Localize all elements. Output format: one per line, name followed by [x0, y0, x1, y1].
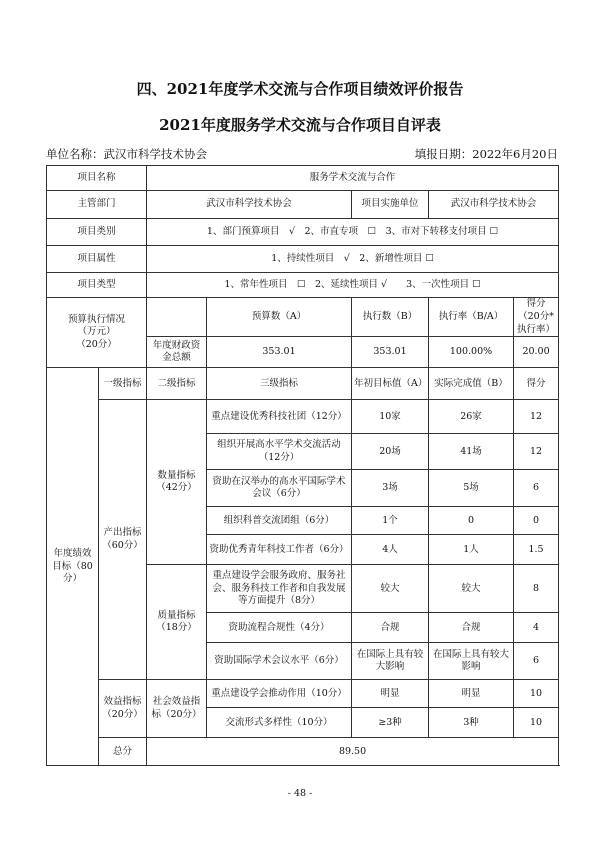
indicator-name: 组织科普交流团组（6分） — [207, 507, 352, 535]
indicator-name: 重点建设优秀科技社团（12分） — [207, 400, 352, 434]
report-date: 填报日期：2022年6月20日 — [414, 147, 558, 161]
header-score: 得分 — [514, 368, 559, 400]
indicator-score: 6 — [514, 643, 559, 680]
page-number: - 48 - — [287, 788, 313, 799]
indicator-target: 3场 — [352, 470, 429, 507]
indicator-target: 在国际上具有较大影响 — [352, 643, 429, 680]
indicator-actual: 1人 — [429, 535, 514, 565]
budget-label-line-3: （20分） — [76, 339, 117, 351]
indicator-name: 重点建设学会服务政府、服务社会、服务科技工作者和自我发展等方面提升（8分） — [207, 565, 352, 613]
indicator-target: 明显 — [352, 680, 429, 708]
value-implementing-unit: 武汉市科学技术协会 — [429, 191, 559, 219]
header-executed: 执行数（B） — [352, 298, 429, 337]
indicator-actual: 41场 — [429, 434, 514, 470]
score-header-line-2: （20分*执行率） — [517, 310, 556, 335]
indicator-name: 资助流程合规性（4分） — [207, 613, 352, 643]
indicator-name: 组织开展高水平学术交流活动（12分） — [207, 434, 352, 470]
indicator-actual: 较大 — [429, 565, 514, 613]
score-header-line-1: 得分 — [526, 298, 546, 309]
label-attribute: 项目属性 — [47, 246, 147, 273]
value-budget: 353.01 — [207, 337, 352, 368]
indicator-target: 4人 — [352, 535, 429, 565]
table-row — [47, 680, 559, 708]
indicator-score: 8 — [514, 565, 559, 613]
indicator-name: 交流形式多样性（10分） — [207, 708, 352, 738]
label-department: 主管部门 — [47, 191, 147, 219]
row-budget-header — [47, 298, 559, 337]
row-type — [47, 273, 559, 298]
indicator-score: 6 — [514, 470, 559, 507]
value-executed: 353.01 — [352, 337, 429, 368]
indicator-target: 合规 — [352, 613, 429, 643]
indicator-actual: 26家 — [429, 400, 514, 434]
indicator-score: 0 — [514, 507, 559, 535]
indicator-target: ≥3种 — [352, 708, 429, 738]
row-department — [47, 191, 559, 219]
indicator-actual: 合规 — [429, 613, 514, 643]
indicator-target: 较大 — [352, 565, 429, 613]
label-social-benefit-indicators: 社会效益指标（20分） — [147, 680, 207, 738]
indicator-score: 4 — [514, 613, 559, 643]
header-actual: 实际完成值（B） — [429, 368, 514, 400]
header-budget: 预算数（A） — [207, 298, 352, 337]
indicator-target: 1个 — [352, 507, 429, 535]
row-attribute — [47, 246, 559, 273]
row-perf-header — [47, 368, 559, 400]
budget-label-line-1: 预算执行情况 — [68, 313, 126, 325]
indicator-actual: 0 — [429, 507, 514, 535]
indicator-name: 重点建设学会推动作用（10分） — [207, 680, 352, 708]
header-level-1: 一级指标 — [99, 368, 147, 400]
value-category: 1、部门预算项目 √ 2、市直专项 ☐ 3、市对下转移支付项目 ☐ — [147, 219, 559, 246]
evaluation-table — [46, 165, 559, 766]
value-attribute: 1、持续性项目 √ 2、新增性项目 ☐ — [147, 246, 559, 273]
form-title: 2021年度服务学术交流与合作项目自评表 — [159, 116, 441, 134]
label-annual-targets: 年度绩效目标（80分） — [47, 368, 99, 766]
label-output-indicators: 产出指标（60分） — [99, 400, 147, 680]
value-project-name: 服务学术交流与合作 — [147, 166, 559, 191]
budget-label-line-2: （万元） — [77, 326, 116, 338]
header-exec-rate: 执行率（B/A） — [429, 298, 514, 337]
indicator-actual: 在国际上具有较大影响 — [429, 643, 514, 680]
row-project-name — [47, 166, 559, 191]
header-level-2: 二级指标 — [147, 368, 207, 400]
label-project-name: 项目名称 — [47, 166, 147, 191]
indicator-actual: 明显 — [429, 680, 514, 708]
form-header-line — [46, 146, 558, 162]
header-budget-score — [514, 298, 559, 337]
empty-cell — [147, 298, 207, 337]
indicator-target: 20场 — [352, 434, 429, 470]
label-quality-indicators: 质量指标（18分） — [147, 565, 207, 680]
indicator-score: 1.5 — [514, 535, 559, 565]
header-level-3: 三级指标 — [207, 368, 352, 400]
row-total — [47, 738, 559, 766]
label-category: 项目类别 — [47, 219, 147, 246]
label-annual-funds: 年度财政资金总额 — [147, 337, 207, 368]
indicator-name: 资助在汉举办的高水平国际学术会议（6分） — [207, 470, 352, 507]
value-budget-score: 20.00 — [514, 337, 559, 368]
row-category — [47, 219, 559, 246]
label-type: 项目类型 — [47, 273, 147, 298]
indicator-actual: 5场 — [429, 470, 514, 507]
label-budget-execution — [47, 298, 147, 368]
label-quantity-indicators: 数量指标（42分） — [147, 400, 207, 565]
label-total: 总分 — [99, 738, 147, 766]
value-exec-rate: 100.00% — [429, 337, 514, 368]
indicator-score: 10 — [514, 680, 559, 708]
label-benefit-indicators: 效益指标（20分） — [99, 680, 147, 738]
indicator-name: 资助国际学术会议水平（6分） — [207, 643, 352, 680]
indicator-score: 10 — [514, 708, 559, 738]
value-department: 武汉市科学技术协会 — [147, 191, 352, 219]
indicator-score: 12 — [514, 400, 559, 434]
unit-name: 单位名称：武汉市科学技术协会 — [46, 147, 207, 161]
label-implementing-unit: 项目实施单位 — [352, 191, 429, 219]
indicator-score: 12 — [514, 434, 559, 470]
value-total: 89.50 — [147, 738, 559, 766]
indicator-actual: 3种 — [429, 708, 514, 738]
value-type: 1、常年性项目 ☐ 2、延续性项目 √ 3、一次性项目 ☐ — [147, 273, 559, 298]
indicator-name: 资助优秀青年科技工作者（6分） — [207, 535, 352, 565]
table-row — [47, 400, 559, 434]
indicator-target: 10家 — [352, 400, 429, 434]
header-target: 年初目标值（A） — [352, 368, 429, 400]
report-title: 四、2021年度学术交流与合作项目绩效评价报告 — [136, 80, 464, 98]
